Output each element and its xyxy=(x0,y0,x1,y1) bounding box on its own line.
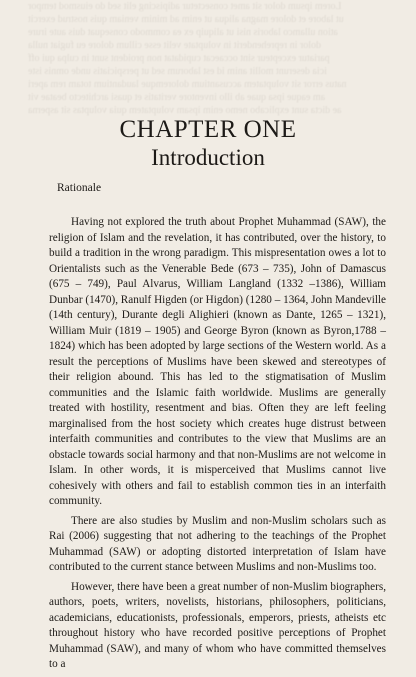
paragraph: There are also studies by Muslim and non-Muslim scholars such as Rai (2006) suggesting that not adhering to the teachings of the Prophet Muhammad (SAW) or adopting distorted interpretation of Islam have contributed to the current stance between Muslims and non-Muslims too. xyxy=(49,514,386,573)
paragraph: However, there have been a great number of non-Muslim biographers, authors, poets, writers, novelists, historians, philosophers, politicians, academicians, educationists, professionals, emperors, priests, atheists etc throughout history who have recorded positive perceptions of Prophet Muhammad (SAW), and many of whom who have committed themselves to a xyxy=(49,580,386,670)
chapter-number: CHAPTER ONE xyxy=(119,116,297,143)
chapter-heading xyxy=(0,116,416,172)
paragraph: Having not explored the truth about Prophet Muhammad (SAW), the religion of Islam and the revelation, it has contributed, over the history, to build a tradition in the wrong paradigm. This mispresentation owes a lot to Orientalists such as the Venerable Bede (673 – 735), John of Damascus (675 – 749), Paul Alvarus, William Langland (1332 –1386), William Dunbar (1470), Ranulf Higden (or Higdon) (1280 – 1364, John Mandeville (14th century), Durante degli Alighieri (known as Dante, 1265 – 1321), William Muir (1819 – 1905) and George Byron (known as Byron,1788 – 1824) which has been adopted by large sections of the Western world. As a result the perceptions of Muslims have been skewed and stereotypes of their religion abound. This has led to the stigmatisation of Muslim communities and the Islamic faith worldwide. Muslims are generally treated with hostility, resentment and bias. Often they are left feeling marginalised from the host society which creates huge distrust between interfaith communities and contributes to the view that Muslims are an obstacle towards social harmony and that non-Muslims are not welcome in Islam. In other words, it is misperceived that Muslims cannot live cohesively with others and fail to establish common ties in an interfaith community. xyxy=(49,216,386,507)
show-through-texture: Lorem ipsum dolor sit amet consectetur adipiscing elit sed do eiusmod tempor ut labore et dolore magna aliqua ut enim ad minim veniam quis nostrud exercit ation ullamco laboris nisi ut aliquip ex ea commodo consequat duis aute irure dolor in reprehenderit in voluptate velit esse cillum dolore eu fugiat nulla pariatur excepteur sint occaecat cupidatat non proident sunt in culpa qui off icia deserunt mollit anim id est laborum sed ut perspiciatis unde omnis iste natus error sit voluptatem accusantium doloremque laudantium totam rem aperi am eaque ipsa quae ab illo inventore veritatis et quasi architecto beatae vit ae dicta sunt explicabo nemo enim ipsam voluptatem quia voluptas sit asperna xyxy=(28,1,347,116)
chapter-title: Introduction xyxy=(151,145,265,170)
body-text xyxy=(49,215,386,677)
section-heading: Rationale xyxy=(57,182,102,194)
